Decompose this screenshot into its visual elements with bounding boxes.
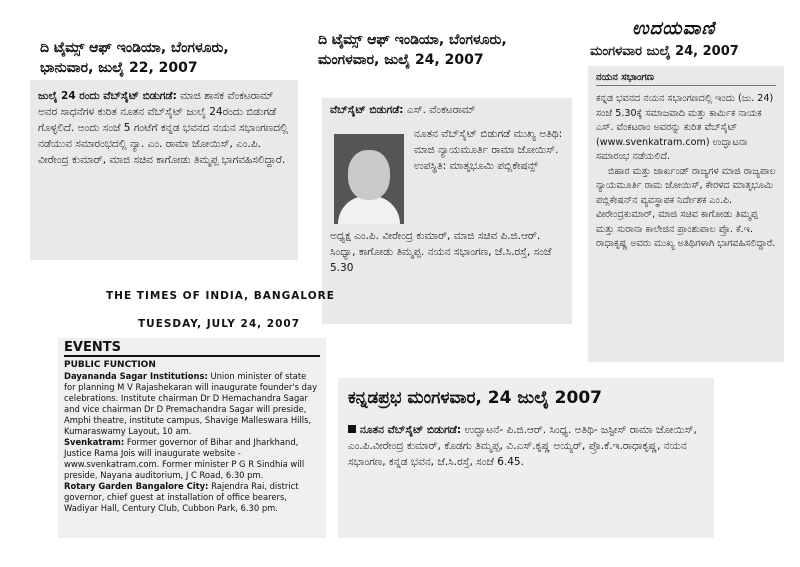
events-subtitle: PUBLIC FUNCTION: [64, 360, 156, 370]
clip3-para1: ಕನ್ನಡ ಭವನದ ನಯನ ಸಭಾಂಗಣದಲ್ಲಿ ಇಂದು (ಜು. 24) ಸಂಜೆ 5.30ಕ್ಕೆ ಸಮಾಜವಾದಿ ಮತ್ತು ಕಾರ್ಮಿಕ ನಾಯಕ ಎಸ್. ವೆಂಕಟರಾಂ ಅವರನ್ನು ಕುರಿತ ವೆಬ್‌ಸೈಟ್ (www.svenkatram.com) ಉದ್ಘಾಟನಾ ಸಮಾರಂಭ ನಡೆಯಲಿದೆ.: [596, 93, 774, 162]
clip4-events: [58, 338, 326, 538]
clip1-header-line2: ಭಾನುವಾರ, ಜುಲೈ 22, 2007: [40, 60, 198, 76]
clip3-subhead: ನಯನ ಸಭಾಂಗಣ: [596, 72, 776, 86]
event-item: [64, 437, 320, 481]
clip5-header: ಕನ್ನಡಪ್ರಭ ಮಂಗಳವಾರ, 24 ಜುಲೈ 2007: [348, 388, 603, 408]
clip3-para2: ಬಿಹಾರ ಮತ್ತು ಜಾರ್ಖಂಡ್ ರಾಜ್ಯಗಳ ಮಾಜಿ ರಾಜ್ಯಪಾಲ ನ್ಯಾಯಮೂರ್ತಿ ರಾಮ ಜೋಯಿಸ್, ಕೇರಳದ ಮಾತೃಭೂಮಿ ಪಬ್ಲಿಕೇಷನ್‌ನ ವ್ಯವಸ್ಥಾಪಕ ನಿರ್ದೇಶಕ ಎಂ.ಪಿ. ವೀರೇಂದ್ರಕುಮಾರ್, ಮಾಜಿ ಸಚಿವ ಕಾಗೋಡು ತಿಮ್ಮಪ್ಪ ಮತ್ತು ಸುರಾನಾ ಕಾಲೇಜಿನ ಪ್ರಾಂಶುಪಾಲ ಪ್ರೊ. ಕೆ.ಇ. ರಾಧಾಕೃಷ್ಣ ಅವರು ಮುಖ್ಯ ಅತಿಥಿಗಳಾಗಿ ಭಾಗವಹಿಸಲಿದ್ದಾರೆ.: [596, 165, 776, 249]
clip2-side-text: ನೂತನ ವೆಬ್‌ಸೈಟ್ ಬಿಡುಗಡೆ ಮುಖ್ಯ ಅತಿಥಿ: ಮಾಜಿ ನ್ಯಾಯಮೂರ್ತಿ ರಾಮಾ ಜೋಯಿಸ್. ಉಪಸ್ಥಿತಿ: ಮಾತೃಭೂಮಿ ಪಬ್ಲಿಕೇಷನ್ಸ್: [414, 128, 563, 172]
clip5-headline: ನೂತನ ವೆಬ್‌ಸೈಟ್ ಬಿಡುಗಡೆ:: [360, 424, 462, 436]
clip1-article: [30, 80, 298, 260]
event-text: Former governor of Bihar and Jharkhand, Justice Rama Jois will inaugurate website - www.svenkatram.com. Former minister P G R Sindhia will preside, Nayana auditorium, J C Road, 6.30 pm.: [64, 437, 305, 480]
clip3-date: ಮಂಗಳವಾರ ಜುಲೈ 24, 2007: [590, 44, 739, 59]
event-name: Dayananda Sagar Institutions:: [64, 371, 208, 381]
event-text: Rajendra Rai, district governor, chief guest at installation of office bearers, Wadiyar Hall, Century Club, Cubbon Park, 6.30 pm.: [64, 481, 299, 513]
bullet-square-icon: [348, 425, 356, 433]
udayavani-logo: ಉದಯವಾಣಿ: [632, 18, 716, 39]
event-name: Svenkatram:: [64, 437, 125, 447]
clip2-bottom-text: ಅಧ್ಯಕ್ಷ ಎಂ.ಪಿ. ವೀರೇಂದ್ರ ಕುಮಾರ್, ಮಾಜಿ ಸಚಿವ ಪಿ.ಜಿ.ಆರ್. ಸಿಂಧ್ಯಾ, ಕಾಗೋಡು ತಿಮ್ಮಪ್ಪ. ನಯನ ಸಭಾಂಗಣ, ಜೆ.ಸಿ.ರಸ್ತೆ, ಸಂಜೆ 5.30: [330, 230, 552, 274]
clip2-byline: ಎಸ್. ವೆಂಕಟರಾಮ್: [406, 104, 476, 116]
clip2-header-line2: ಮಂಗಳವಾರ, ಜುಲೈ 24, 2007: [318, 52, 484, 68]
clip4-header: THE TIMES OF INDIA, BANGALORE: [106, 290, 335, 302]
event-name: Rotary Garden Bangalore City:: [64, 481, 209, 491]
clip2-header-line1: ದಿ ಟೈಮ್ಸ್ ಆಫ್ ಇಂಡಿಯಾ, ಬೆಂಗಳೂರು,: [318, 32, 507, 48]
portrait-photo: [334, 134, 404, 224]
clip2-headline: ವೆಬ್‌ಸೈಟ್ ಬಿಡುಗಡೆ:: [330, 104, 404, 116]
clip5-body: ಉದ್ಘಾಟನೆ- ಪಿ.ಜಿ.ಆರ್. ಸಿಂಧ್ಯ. ಅತಿಥಿ- ಜಸ್ಟೀಸ್ ರಾಮಾ ಜೋಯಿಸ್, ಎಂ.ಪಿ.ವೀರೇಂದ್ರ ಕುಮಾರ್, ಕೊಡಗು ತಿಮ್ಮಪ್ಪ, ವಿ.ಎಸ್.ಕೃಷ್ಣ ಅಯ್ಯರ್, ಪ್ರೊ.ಕೆ.ಇ.ರಾಧಾಕೃಷ್ಣ, ನಯನ ಸಭಾಂಗಣ, ಕನ್ನಡ ಭವನ, ಜೆ.ಸಿ.ರಸ್ತೆ, ಸಂಜೆ 6.45.: [348, 424, 697, 468]
events-title: EVENTS: [64, 340, 320, 357]
clip1-header-line1: ದಿ ಟೈಮ್ಸ್ ಆಫ್ ಇಂಡಿಯಾ, ಬೆಂಗಳೂರು,: [40, 40, 229, 56]
clip3-article: [588, 66, 784, 362]
clip2-article: [322, 98, 572, 324]
clip1-header: [40, 38, 229, 78]
clip1-headline: ಜುಲೈ 24 ರಂದು ವೆಬ್‌ಸೈಟ್ ಬಿಡುಗಡೆ:: [38, 90, 177, 102]
event-text: Union minister of state for planning M V Rajashekaran will inaugurate founder's day celebrations. Institute chairman Dr D Hemachandra Sagar and vice chairman Dr D Premachandra Sagar will preside, Amphi theatre, institute campus, Shavige Malleswara Hills, Kumaraswamy Layout, 10 am.: [64, 371, 318, 436]
clip2-header: [318, 30, 507, 70]
event-item: [64, 481, 320, 514]
event-item: [64, 371, 320, 437]
clip5-article: [338, 378, 714, 538]
clip4-date: TUESDAY, JULY 24, 2007: [138, 318, 300, 330]
clip1-body: ಮಾಜಿ ಶಾಸಕ ವೆಂಕಟರಾಮ್ ಅವರ ಸಾಧನೆಗಳ ಕುರಿತ ನೂತನ ವೆಬ್‌ಸೈಟ್ ಜುಲೈ 24ರಂದು ಬಿಡುಗಡೆ ಗೊಳ್ಳಲಿದೆ. ಅಂದು ಸಂಜೆ 5 ಗಂಟೆಗೆ ಕನ್ನಡ ಭವನದ ನಯನ ಸಭಾಂಗಣದಲ್ಲಿ ನಡೆಯುವ ಸಮಾರಂಭದಲ್ಲಿ ನ್ಯಾ. ಎಂ. ರಾಮಾ ಜೋಯಿಸ್, ಎಂ.ಪಿ. ವೀರೇಂದ್ರ ಕುಮಾರ್, ಮಾಜಿ ಸಚಿವ ಕಾಗೋಡು ತಿಮ್ಮಪ್ಪ ಭಾಗವಹಿಸಲಿದ್ದಾರೆ.: [38, 90, 288, 166]
